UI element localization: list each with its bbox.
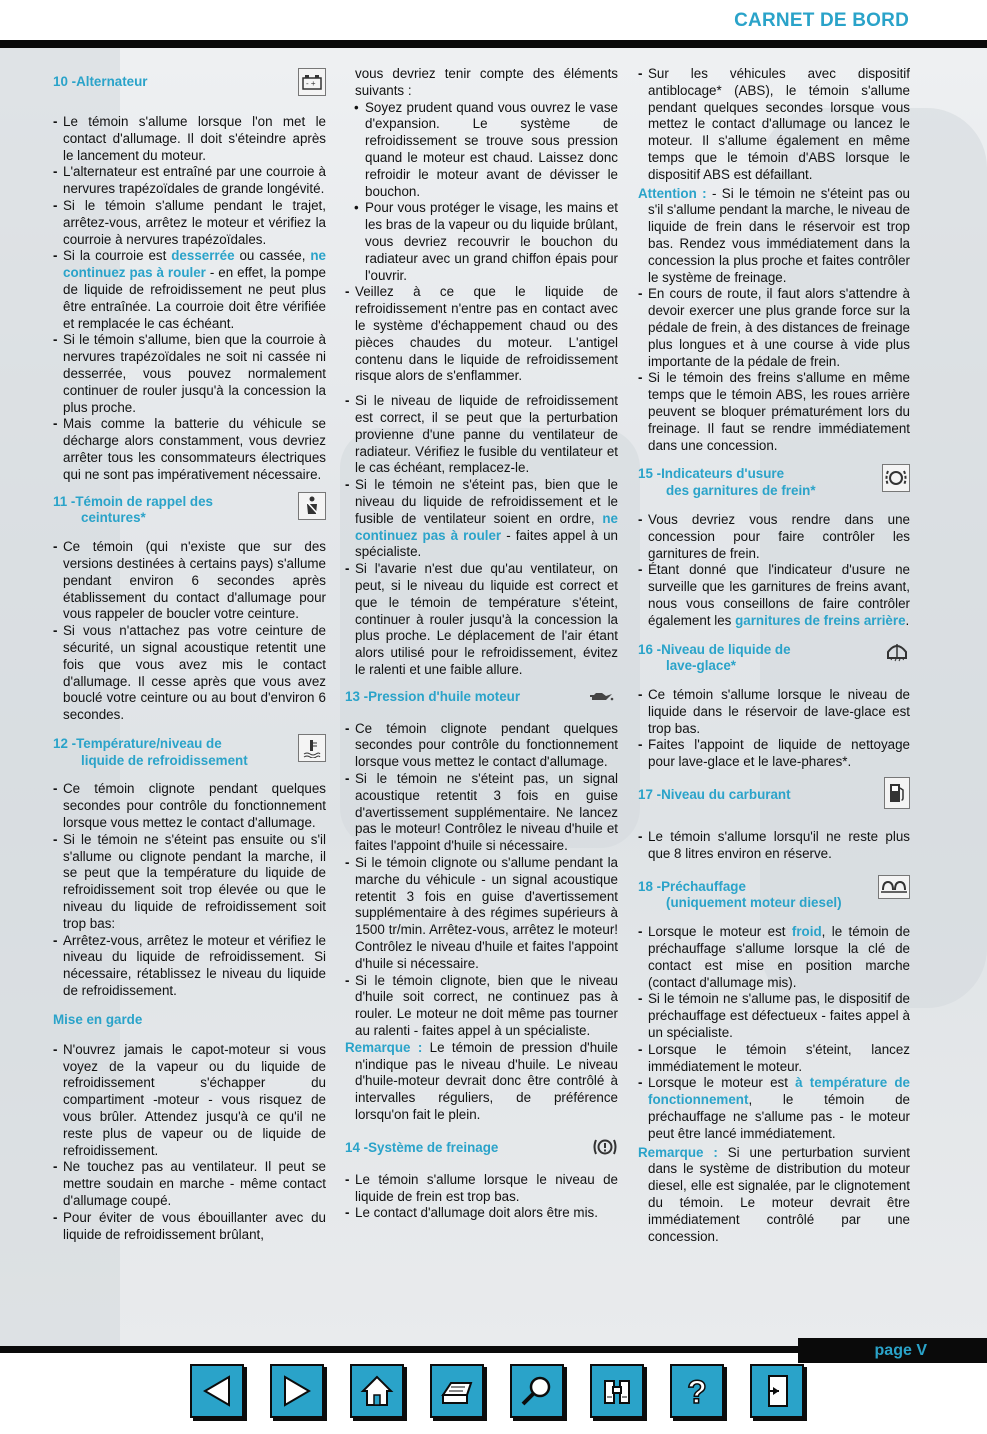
section-title: 10 -Alternateur (53, 74, 148, 89)
section-title: 18 -Préchauffage (638, 878, 746, 894)
seatbelt-icon (298, 492, 326, 520)
list-item (638, 1075, 910, 1142)
text-run: Le témoin de pression d'huile n'indique pas le niveau d'huile. Le niveau d'huile-moteur devrait donc être contrôlé à intervalles réguliers, de préférence lorsqu'on fait le plein. (355, 1039, 618, 1123)
text-run: , le témoin de préchauffage ne s'allume pas - le moteur peut être lancé immédiatement. (648, 1092, 910, 1141)
list-item: - Ce témoin (qui n'existe que sur des versions destinées à certains pays) s'allume pendant environ 6 secondes après établissement du contact d'allumage pour vous rappeler de boucler votre ceinture. (53, 539, 326, 623)
text-run: Si une perturbation survient dans le système de distribution du moteur diesel, elle est signalée, par le clignotement du témoin. Le moteur devrait être immédiatement contrôlé par une concession. (648, 1144, 910, 1244)
section-heading-freinage (345, 1140, 618, 1160)
section-title: 16 -Niveau de liquide de (638, 641, 791, 657)
list-item: - Arrêtez-vous, arrêtez le moteur et vérifiez le niveau du liquide de refroidissement. Si nécessaire, rétablissez le niveau du liquide de refroidissement. (53, 933, 326, 1000)
list-item: - Sur les véhicules avec dispositif antiblocage* (ABS), le témoin s'allume pendant quelques secondes lorsque vous mettez le contact d'allumage ou lancez le moteur. Il s'allume également en même temps que le témoin d'ABS lorsque le dispositif ABS est défaillant. (638, 66, 910, 184)
coolant-temperature-icon (298, 734, 326, 762)
highlight-text: ne continuez pas à rouler (355, 510, 618, 543)
section-heading-mise-en-garde (53, 1012, 326, 1030)
remark-label: Remarque : (345, 1039, 423, 1055)
fuel-pump-icon (884, 777, 910, 809)
list-item: - En cours de route, il faut alors s'attendre à devoir exercer une plus grande force sur la pédale de frein, à des distances de freinage plus longues et à une course à vide plus importante de la pédale de frein. (638, 286, 910, 370)
highlight-text: froid (791, 924, 822, 940)
list-item: - Ce témoin s'allume lorsque le niveau de liquide dans le réservoir de lave-glace est trop bas. (638, 687, 910, 737)
section-title: lave-glace* (666, 658, 736, 674)
column-middle (345, 66, 618, 1222)
section-title: ceintures* (81, 510, 146, 526)
brake-pad-wear-icon (882, 464, 910, 492)
search-button[interactable] (510, 1364, 564, 1418)
section-title: 13 -Pression d'huile moteur (345, 688, 521, 704)
list-item: - Pour éviter de vous ébouillanter avec du liquide de refroidissement brûlant, (53, 1210, 326, 1244)
list-item: - Si le témoin clignote, bien que le niveau d'huile soit correct, ne continuez pas à rouler. Le moteur ne doit même pas tourner au ralenti - faites appel à un spécialiste. (345, 973, 618, 1040)
section-heading-usure-freins (638, 466, 910, 500)
list-item: - L'alternateur est entraîné par une courroie à nervures trapézoïdales de grande longévité. (53, 164, 326, 198)
svg-text:?: ? (687, 1374, 707, 1409)
text-run: Si la courroie est (63, 248, 172, 264)
navigation-bar (190, 1364, 790, 1420)
brake-system-icon (592, 1134, 618, 1160)
section-title: 14 -Système de freinage (345, 1139, 499, 1155)
exit-button[interactable] (750, 1364, 804, 1418)
list-item: - Le contact d'allumage doit alors être mis. (345, 1205, 618, 1222)
list-item (638, 562, 910, 629)
list-item: - Si le niveau de liquide de refroidissement est correct, il se peut que la perturbation provienne d'une panne du ventilateur de radiateur. Vérifiez le fusible du ventilateur et le cas échéant, remplacez-le. (345, 393, 618, 477)
section-title: des garnitures de frein* (666, 483, 816, 499)
top-divider (0, 40, 987, 48)
attention-label: Attention : (638, 185, 707, 201)
list-item: - Si le témoin ne s'éteint pas, un signal acoustique retentit 3 fois en guise d'avertissement supplémentaire. Ne lancez pas le moteur! Contrôlez le niveau d'huile et faites l'appoint d'huile si nécessaire. (345, 771, 618, 855)
list-item (53, 248, 326, 332)
list-item: - Ce témoin clignote pendant quelques secondes pour contrôle du fonctionnement lorsque vous mettez le contact d'allumage. (53, 781, 326, 831)
battery-icon (298, 68, 326, 96)
highlight-text: desserrée (171, 248, 235, 264)
section-title: Mise en garde (53, 1011, 143, 1027)
list-item: - Si le témoin s'allume, bien que la courroie à nervures trapézoïdales ne soit ni cassée ni desserrée, vous pouvez normalement continuer de rouler jusqu'à la concession la plus proche. (53, 332, 326, 416)
attention-paragraph (638, 186, 910, 287)
glow-plug-icon (878, 875, 910, 899)
help-button[interactable] (670, 1364, 724, 1418)
binoculars-icon (599, 1373, 635, 1409)
section-title: 12 -Température/niveau de (53, 735, 222, 751)
text-run: Lorsque le moteur est (648, 924, 792, 940)
washer-fluid-icon (884, 638, 910, 664)
text-run: , le témoin de préchauffage s'allume lorsque la clé de contact est mise en position marche (contact d'allumage mis). (648, 924, 911, 990)
section-title: liquide de refroidissement (81, 752, 248, 768)
page-content (0, 48, 987, 1346)
section-heading-lave-glace (638, 642, 910, 676)
list-item: - N'ouvrez jamais le capot-moteur si vous voyez de la vapeur ou du liquide de refroidissement s'échapper du compartiment -moteur - vous risquez de vous brûler. Attendez jusqu'à ce qu'il ne reste plus de vapeur ou de liquide de refroidissement. (53, 1042, 326, 1160)
section-title: 11 -Témoin de rappel des (53, 493, 213, 509)
section-heading-pression-huile (345, 689, 618, 709)
list-item: - Le témoin s'allume lorsque le niveau de liquide de frein est trop bas. (345, 1172, 618, 1206)
page-header-title: CARNET DE BORD (734, 10, 909, 31)
list-item: - Le témoin s'allume lorsque l'on met le contact d'allumage. Il doit s'éteindre après le lancement du moteur. (53, 114, 326, 164)
question-mark-icon (679, 1373, 715, 1409)
text-run: - en effet, la pompe de liquide de refroidissement ne peut plus être entraînée. La courroie doit être vérifiée et remplacée le cas échéant. (63, 265, 326, 331)
svg-text:- +: - + (306, 79, 316, 88)
list-item (638, 924, 910, 991)
print-button[interactable] (430, 1364, 484, 1418)
remark-label: Remarque : (638, 1144, 718, 1160)
list-item: - Si le témoin s'allume pendant le trajet, arrêtez-vous, arrêtez le moteur et vérifiez la courroie à nervures trapézoïdales. (53, 198, 326, 248)
list-item: - Mais comme la batterie du véhicule se décharge alors constamment, vous devriez arrêter tous les consommateurs électriques qui ne sont pas impérativement nécessaire. (53, 416, 326, 483)
section-heading-prechauffage (638, 879, 910, 913)
home-button[interactable] (350, 1364, 404, 1418)
list-item: - Faites l'appoint de liquide de nettoyage pour lave-glace et le lave-phares*. (638, 737, 910, 771)
section-heading-ceintures (53, 494, 326, 528)
list-item: - Si l'avarie n'est due qu'au ventilateur, on peut, si le niveau du liquide est correct et que le témoin de température s'éteint, continuer à rouler jusqu'à la concession la plus proche. Le déplacement de l'air étant alors utilisé pour le refroidissement, évitez le ralenti et une faible allure. (345, 561, 618, 679)
spacer (345, 385, 618, 393)
list-item (345, 477, 618, 561)
next-page-button[interactable] (270, 1364, 324, 1418)
list-item: - Ne touchez pas au ventilateur. Il peut se mettre soudain en marche - même contact d'allumage coupé. (53, 1159, 326, 1209)
list-item: - Le témoin s'allume lorsqu'il ne reste plus que 8 litres environ en réserve. (638, 829, 910, 863)
highlight-text: garnitures de freins arrière (735, 612, 906, 628)
text-run: ou cassée, (234, 248, 311, 264)
home-icon (359, 1373, 395, 1409)
remark-paragraph (638, 1145, 910, 1246)
column-left (53, 66, 326, 1243)
list-item: - Si le témoin clignote ou s'allume pendant la marche du véhicule - un signal acoustique retentit 3 fois en guise d'avertissement supplémentaire à des régimes supérieurs à 1500 tr/min. Arrêtez-vous, arrêtez le moteur! Contrôlez le niveau d'huile et faites l'appoint d'huile si nécessaire. (345, 855, 618, 973)
list-item: - Si le témoin ne s'allume pas, le dispositif de préchauffage est défectueux - faites appel à un spécialiste. (638, 991, 910, 1041)
text-run: Si le témoin ne s'éteint pas, bien que le niveau du liquide de refroidissement et le fusible de ventilateur soient en ordre, (355, 477, 618, 526)
printer-icon (439, 1373, 475, 1409)
arrow-right-icon (279, 1373, 315, 1409)
list-item: - Vous devriez vous rendre dans une concession pour faire contrôler les garnitures de frein. (638, 512, 910, 562)
column-right (638, 66, 910, 1245)
exit-door-icon (759, 1373, 795, 1409)
text-run: Étant donné que l'indicateur d'usure ne surveille que les garnitures de freins avant, nous vous conseillons de faire contrôler également les (648, 562, 910, 628)
bullet-item: • Soyez prudent quand vous ouvrez le vase d'expansion. Le système de refroidissement se trouve sous pression quand le moteur est chaud. Laissez donc refroidir le moteur avant de dévisser le bouchon. (345, 100, 618, 201)
oil-can-icon (588, 683, 614, 709)
section-heading-temperature (53, 736, 326, 770)
list-item: - Si le témoin ne s'éteint pas ensuite ou s'il s'allume ou clignote pendant la marche, il se peut que la température du liquide de refroidissement soit trop élevée ou que le niveau du liquide de refroidissement soit trop bas: (53, 832, 326, 933)
paragraph: vous devriez tenir compte des éléments suivants : (355, 66, 618, 98)
page-number-label: page V (798, 1338, 987, 1363)
list-item: - Si vous n'attachez pas votre ceinture de sécurité, un signal acoustique retentit une fois que vous avez mis le contact d'allumage. Il cesse après que vous avez bouclé votre ceinture ou au bout d'environ 6 secondes. (53, 623, 326, 724)
remark-paragraph (345, 1040, 618, 1124)
list-item: - Si le témoin des freins s'allume en même temps que le témoin ABS, les roues arrière peuvent se bloquer prématurément lors du freinage. Il faut se rendre immédiatement dans une concession. (638, 370, 910, 454)
text-run: - Si le témoin ne s'éteint pas ou s'il s'allume pendant la marche, le niveau de liquide de frein dans le réservoir est trop bas. Rendez vous immédiatement dans la concession la plus proche et faites contrôler le système de freinage. (648, 185, 910, 285)
text-run: . (905, 612, 910, 628)
section-heading-alternateur (53, 74, 326, 102)
text-run: Lorsque le moteur est (648, 1075, 796, 1091)
text-run: - faites appel à un spécialiste. (355, 527, 618, 560)
previous-page-button[interactable] (190, 1364, 244, 1418)
list-item: - Veillez à ce que le liquide de refroidissement n'entre pas en contact avec le système d'échappement chaud ou des pièces chaudes du moteur. L'antigel contenu dans le liquide de refroidissement risque alors de s'enflammer. (345, 284, 618, 385)
magnifier-icon (519, 1373, 555, 1409)
highlight-text: ne continuez pas à rouler (63, 248, 326, 281)
highlight-text: à température de fonctionnement (648, 1075, 910, 1108)
section-heading-carburant (638, 787, 910, 817)
section-title: 17 -Niveau du carburant (638, 787, 791, 803)
contents-button[interactable] (590, 1364, 644, 1418)
section-title: 15 -Indicateurs d'usure (638, 466, 785, 482)
list-item: - Ce témoin clignote pendant quelques secondes pour contrôle du fonctionnement lorsque vous mettez le contact d'allumage. (345, 721, 618, 771)
bullet-item: • Pour vous protéger le visage, les mains et les bras de la vapeur ou du liquide brûlant, vous devriez recouvrir le bouchon du radiateur avec un grand chiffon épais pour l'ouvrir. (345, 200, 618, 284)
section-title: (uniquement moteur diesel) (666, 895, 842, 911)
arrow-left-icon (199, 1373, 235, 1409)
list-item: - Lorsque le témoin s'éteint, lancez immédiatement le moteur. (638, 1042, 910, 1076)
